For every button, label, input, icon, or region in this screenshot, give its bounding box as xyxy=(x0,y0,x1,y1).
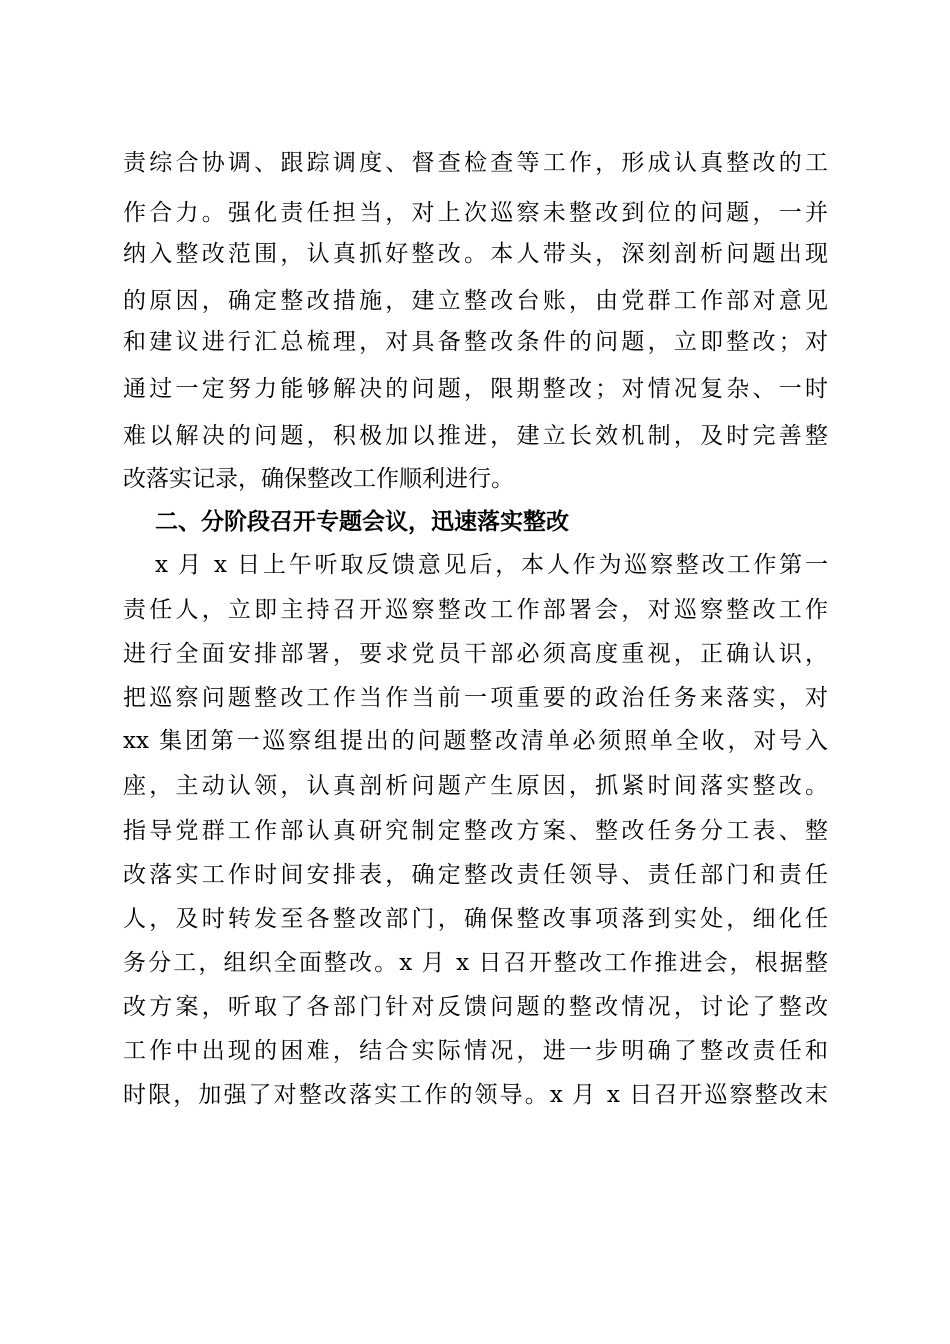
paragraph-2-line-5: xx 集团第一巡察组提出的问题整改清单必须照单全收，对号入 xyxy=(123,728,828,754)
paragraph-2-line-6: 座，主动认领，认真剖析问题产生原因，抓紧时间落实整改。 xyxy=(123,773,828,799)
paragraph-2-line-11: 改方案，听取了各部门针对反馈问题的整改情况，讨论了整改 xyxy=(123,994,828,1020)
paragraph-2-line-9: 人，及时转发至各整改部门，确保整改事项落到实处，细化任 xyxy=(123,906,828,932)
paragraph-1-line-4: 的原因，确定整改措施，建立整改台账，由党群工作部对意见 xyxy=(123,288,828,314)
paragraph-2-line-3: 进行全面安排部署，要求党员干部必须高度重视，正确认识， xyxy=(123,641,828,667)
paragraph-1-line-1: 责综合协调、跟踪调度、督查检查等工作，形成认真整改的工 xyxy=(123,150,828,176)
paragraph-2-line-8: 改落实工作时间安排表，确定整改责任领导、责任部门和责任 xyxy=(123,862,828,888)
paragraph-1-line-7: 难以解决的问题，积极加以推进，建立长效机制，及时完善整 xyxy=(123,423,828,449)
paragraph-1-line-2: 作合力。强化责任担当，对上次巡察未整改到位的问题，一并 xyxy=(123,200,828,226)
paragraph-2-line-4: 把巡察问题整改工作当作当前一项重要的政治任务来落实，对 xyxy=(123,685,828,711)
paragraph-1-line-5: 和建议进行汇总梳理，对具备整改条件的问题，立即整改；对 xyxy=(123,329,828,355)
paragraph-2-line-7: 指导党群工作部认真研究制定整改方案、整改任务分工表、整 xyxy=(123,818,828,844)
paragraph-2-line-10: 务分工，组织全面整改。x 月 x 日召开整改工作推进会，根据整 xyxy=(123,950,828,976)
paragraph-2-line-1: x 月 x 日上午听取反馈意见后，本人作为巡察整改工作第一 xyxy=(155,552,828,578)
paragraph-1-line-3: 纳入整改范围，认真抓好整改。本人带头，深刻剖析问题出现 xyxy=(123,241,828,267)
paragraph-2-line-2: 责任人，立即主持召开巡察整改工作部署会，对巡察整改工作 xyxy=(123,597,828,623)
paragraph-2-line-13: 时限，加强了对整改落实工作的领导。x 月 x 日召开巡察整改末 xyxy=(123,1082,828,1108)
paragraph-1-line-8: 改落实记录，确保整改工作顺利进行。 xyxy=(123,466,514,492)
paragraph-1-line-6: 通过一定努力能够解决的问题，限期整改；对情况复杂、一时 xyxy=(123,376,828,402)
paragraph-2-line-12: 工作中出现的困难，结合实际情况，进一步明确了整改责任和 xyxy=(123,1038,828,1064)
section-heading-2: 二、分阶段召开专题会议，迅速落实整改 xyxy=(155,509,569,535)
